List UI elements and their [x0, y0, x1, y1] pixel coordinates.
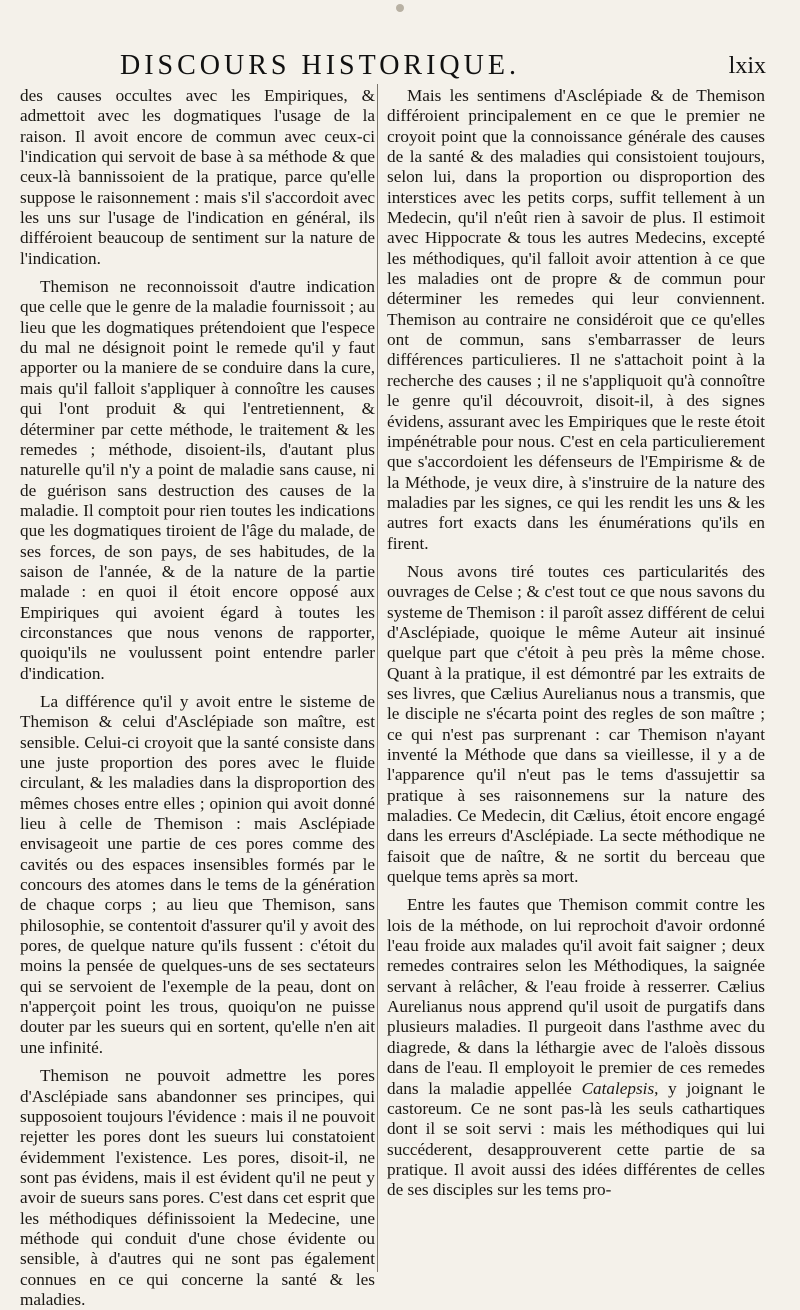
column-divider: [377, 84, 378, 1272]
paragraph: La différence qu'il y avoit entre le sisteme de Themison & celui d'Asclépiade son maître, est sensible. Celui-ci croyoit que la santé consiste dans une juste proportion des pores avec le fluide circulant, & les maladies dans la disproportion des mêmes choses entre elles ; opinion qui avoit donné lieu à celle de Themison : mais Asclépiade envisageoit une partie de ces pores comme des cavités ou des espaces insensibles formés par le concours des atomes dans le tems de la génération de chaque corps ; au lieu que Themison, sans philosophie, se contentoit d'assurer qu'il y avoit des pores, de quelque nature qu'ils fussent : c'étoit du moins la pensée de quelques-uns de ses sectateurs qui se servoient de l'exemple de la peau, dont on n'apperçoit point les trous, quoiqu'on ne puisse douter par les sueurs qui en sortent, qu'elle n'en ait une infinité.: [20, 691, 375, 1057]
paragraph-text: , y joignant le castoreum. Ce ne sont pas-là les seuls cathartiques dont il se soit servi : mais les méthodiques qui lui succéderent, desapprouverent cette partie de sa pratique. Il avoit aussi des idées différentes de celles de ses disciples sur les tems pro-: [387, 1078, 766, 1200]
paragraph: [387, 895, 765, 1200]
running-title: DISCOURS HISTORIQUE.: [120, 50, 520, 81]
page-number: lxix: [728, 53, 766, 79]
paragraph: des causes occultes avec les Empiriques, & admettoit avec les dogmatiques l'usage de la raison. Il avoit encore de commun avec ceux-ci l'indication qui servoit de base à sa méthode & que ceux-là bannissoient de la pratique, parce qu'elle suppose le raisonnement : mais s'il s'accordoit avec les uns sur l'usage de l'indication en général, ils différoient beaucoup de sentiment sur la nature de l'indication.: [20, 86, 375, 268]
paragraph: Themison ne pouvoit admettre les pores d'Asclépiade sans abandonner ses principes, qui supposoient toujours l'évidence : mais il ne pouvoit rejetter les pores dont les sueurs lui constatoient évidemment l'existence. Les pores, disoit-il, ne sont pas évidens, mais il est évident qu'il ne peut y avoir de sueurs sans pores. C'est dans cet esprit que les méthodiques définissoient la Medecine, une méthode qui conduit d'une chose évidente ou sensible, à d'autres qui ne sont pas également connues en ce qui concerne la santé & les maladies.: [20, 1066, 375, 1309]
paragraph: Mais les sentimens d'Asclépiade & de Themison différoient principalement en ce que le premier ne croyoit point que la connoissance générale des causes de la santé & des maladies qui consistoient toujours, selon lui, dans la proportion ou disproportion des interstices avec les petits corps, suffit tellement à un Medecin, qu'il n'eût rien à savoir de plus. Il estimoit avec Hippocrate & tous les autres Medecins, excepté les méthodiques, qu'il falloit avoir attention à ce que les maladies ont de propre & de commun pour déterminer les remedes qui leur conviennent. Themison au contraire ne considéroit que ce qu'elles ont de commun, sans s'embarrasser de leurs différences particulieres. Il ne s'attachoit point à la recherche des causes ; il ne s'appliquoit qu'à connoître le genre qu'il découvroit, disoit-il, à des signes évidens, assurant avec les Empiriques que le reste étoit impénétrable pour nous. C'est en cela particulierement que s'accordoient les défenseurs de l'Empirisme & de la Méthode, je veux dire, à s'instruire de la nature des maladies par les signes, ce qui les rendit les uns & les autres fort exacts dans les énumérations qu'ils en firent.: [387, 86, 765, 553]
paragraph-text: Entre les fautes que Themison commit contre les lois de la méthode, on lui reprochoit d'avoir ordonné l'eau froide aux malades qu'il avoit fait saigner ; deux remedes contraires selon les Méthodiques, la saignée servant à relâcher, & l'eau froide à resserrer. Cælius Aurelianus nous apprend qu'il usoit de purgatifs dans plusieurs maladies. Il purgeoit dans l'asthme avec du diagrede, & dans la léthargie avec de l'aloès dissous dans de l'eau. Il employoit le premier de ces remedes dans la maladie appellée: [387, 895, 765, 1098]
italic-term: Catalepsis: [581, 1078, 655, 1098]
right-column: [387, 86, 765, 1201]
paper-speck: [396, 4, 404, 12]
left-column: [20, 86, 375, 1310]
paragraph: Themison ne reconnoissoit d'autre indication que celle que le genre de la maladie fournissoit ; au lieu que les dogmatiques prétendoient que l'espece du mal ne désignoit point le remede qu'il y faut apporter ou la maniere de se conduire dans la cure, mais qu'il falloit s'appliquer à connoître les causes qui l'ont produit & qui l'entretiennent, & déterminer par cette méthode, le traitement & les remedes ; méthode, disoient-ils, d'autant plus naturelle qu'il n'y a point de maladie sans cause, ni de guérison sans destruction des causes de la maladie. Il comptoit pour rien toutes les indications que les dogmatiques tiroient de l'âge du malade, de ses forces, de son pays, de ses habitudes, de la saison de l'année, & de la nature de la partie malade : en quoi il étoit encore opposé aux Empiriques qui avoient égard à toutes les circonstances que nous venons de rapporter, quoiqu'ils ne voulussent point entendre parler d'indication.: [20, 277, 375, 683]
running-header: [0, 48, 800, 84]
paragraph: Nous avons tiré toutes ces particularités des ouvrages de Celse ; & c'est tout ce que nous savons du systeme de Themison : il paroît assez différent de celui d'Asclépiade, quoique le même Auteur ait insinué quelque part que c'étoit à peu près la même chose. Quant à la pratique, il est démontré par les extraits de ses livres, que Cælius Aurelianus nous a transmis, que le disciple ne s'écarta point des regles de son maître ; ce qui n'est pas surprenant : car Themison n'ayant inventé la Méthode que dans sa vieillesse, il y a de l'apparence qu'il n'eut pas le tems d'assujettir sa pratique à ses raisonnemens sur la nature des maladies. Ce Medecin, dit Cælius, étoit encore engagé dans les erreurs d'Asclépiade. La secte méthodique ne faisoit que de naître, & ne sortit du berceau que quelque tems après sa mort.: [387, 561, 765, 887]
